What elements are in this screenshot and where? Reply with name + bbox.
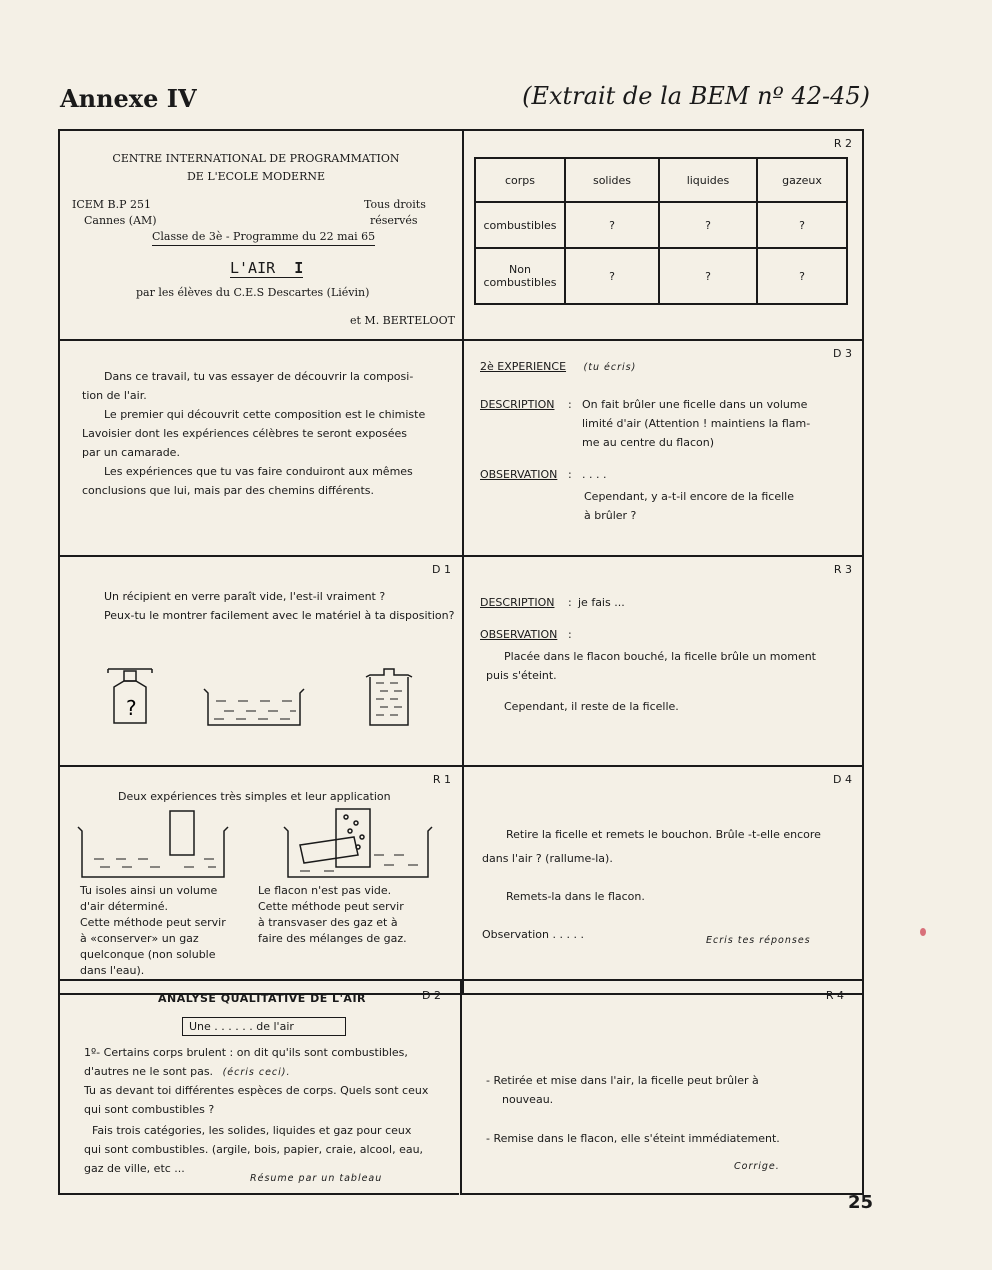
r1-right-line: Le flacon n'est pas vide. [258, 884, 392, 897]
r1-right-line: faire des mélanges de gaz. [258, 932, 407, 945]
authors-line: par les élèves du C.E.S Descartes (Liévin) [136, 286, 370, 299]
d2-line-note: (écris ceci). [222, 1067, 291, 1078]
r1-right-text [258, 883, 407, 947]
r1-title: Deux expériences très simples et leur application [118, 790, 391, 803]
title-block [60, 131, 461, 339]
question-line: à brûler ? [584, 509, 637, 522]
r4-line: - Retirée et mise dans l'air, la ficelle peut brûler à [486, 1074, 759, 1087]
rights-line2: réservés [370, 214, 418, 227]
heading-text: 2è EXPERIENCE [480, 360, 567, 373]
d2-note: Résume par un tableau [250, 1173, 383, 1184]
intro-line: tion de l'air. [82, 389, 147, 402]
table-row [475, 248, 847, 304]
page-header [0, 0, 992, 120]
r1-right-line: Cette méthode peut servir [258, 900, 404, 913]
table-cell: ? [565, 248, 659, 304]
d2-line: Tu as devant toi différentes espèces de corps. Quels sont ceux [84, 1084, 429, 1097]
r4-note: Corrige. [734, 1161, 780, 1172]
table-cell: ? [757, 202, 847, 248]
table-header-row [475, 158, 847, 202]
d2-line-with-note [84, 1062, 291, 1082]
d4-observation: Observation . . . . . [482, 928, 584, 941]
main-title-text: L'AIR [230, 259, 276, 277]
address-line2: Cannes (AM) [84, 214, 157, 227]
table-header-cell: corps [475, 158, 565, 202]
card-r2 [464, 131, 862, 339]
observation-dots: . . . . [582, 468, 607, 481]
question-line: Cependant, y a-t-il encore de la ficelle [584, 490, 795, 503]
intro-line: Le premier qui découvrit cette composition est le chimiste [104, 408, 426, 421]
annex-title: Annexe IV [60, 84, 197, 113]
r3-line: Cependant, il reste de la ficelle. [504, 700, 679, 713]
main-title [230, 259, 303, 278]
r4-line: - Remise dans le flacon, elle s'éteint immédiatement. [486, 1132, 780, 1145]
r3-line: puis s'éteint. [486, 669, 557, 682]
source-note: (Extrait de la BEM nº 42-45) [522, 82, 870, 110]
d4-line: Retire la ficelle et remets le bouchon. Brûle -t-elle encore [506, 828, 821, 841]
address-line1: ICEM B.P 251 [72, 198, 152, 211]
org-line2: DE L'ECOLE MODERNE [186, 170, 326, 183]
d2-box: Une . . . . . . de l'air [182, 1017, 346, 1036]
card-d1 [60, 557, 461, 765]
card-d4 [464, 767, 862, 979]
card-code: D 1 [432, 563, 451, 576]
row-label-line: combustibles [483, 276, 557, 289]
intro-line: conclusions que lui, mais par des chemins différents. [82, 484, 374, 497]
r1-left-line: à «conserver» un gaz [80, 932, 199, 945]
card-code: R 3 [833, 563, 852, 576]
r1-left-line: d'air déterminé. [80, 900, 168, 913]
r3-line: Placée dans le flacon bouché, la ficelle brûle un moment [504, 650, 816, 663]
observation-label: OBSERVATION [480, 468, 558, 481]
card-code: R 1 [432, 773, 451, 786]
card-code: D 2 [422, 989, 441, 1002]
d2-title: ANALYSE QUALITATIVE DE L'AIR [158, 992, 367, 1005]
gas-transfer-drawing [284, 809, 432, 877]
r1-left-line: quelconque (non soluble [80, 948, 216, 961]
d1-line: Un récipient en verre paraît vide, l'est-il vraiment ? [104, 590, 386, 603]
table-row [475, 202, 847, 248]
table-cell: ? [565, 202, 659, 248]
r1-left-text [80, 883, 226, 979]
intro-line: Les expériences que tu vas faire conduiront aux mêmes [104, 465, 413, 478]
jar-question-mark: ? [126, 696, 137, 720]
ink-mark [920, 928, 926, 936]
table-header-cell: gazeux [757, 158, 847, 202]
class-line: Classe de 3è - Programme du 22 mai 65 [152, 229, 375, 246]
row-label [475, 248, 565, 304]
experience-heading [480, 357, 636, 377]
intro-card [60, 341, 461, 555]
card-code: R 4 [825, 989, 844, 1002]
table-cell: ? [659, 248, 757, 304]
card-r1 [60, 767, 461, 979]
card-code: D 4 [833, 773, 852, 786]
table-header-cell: solides [565, 158, 659, 202]
experiment-drawings [74, 807, 454, 881]
card-code: R 2 [833, 137, 852, 150]
description-label: DESCRIPTION [480, 596, 555, 609]
water-flask-drawing [366, 669, 412, 725]
roman-numeral: I [294, 259, 304, 277]
intro-line: Lavoisier dont les expériences célèbres te seront exposées [82, 427, 408, 440]
row-label-line: Non [509, 263, 531, 276]
r4-line: nouveau. [502, 1093, 554, 1106]
r1-left-line: Cette méthode peut servir [80, 916, 226, 929]
r1-left-line: Tu isoles ainsi un volume [80, 884, 218, 897]
d4-line: Remets-la dans le flacon. [506, 890, 645, 903]
container-drawings [100, 665, 440, 741]
observation-label: OBSERVATION [480, 628, 558, 641]
r1-right-line: à transvaser des gaz et à [258, 916, 398, 929]
r1-left-line: dans l'eau). [80, 964, 145, 977]
colon: : [568, 596, 572, 609]
card-d3 [464, 341, 862, 555]
heading-note: (tu écris) [583, 362, 637, 373]
colon: : [568, 468, 572, 481]
row-label: combustibles [475, 202, 565, 248]
d1-line: Peux-tu le montrer facilement avec le matériel à ta disposition? [104, 609, 455, 622]
description-text: je fais ... [578, 596, 625, 609]
card-code: D 3 [833, 347, 852, 360]
water-basin-drawing [204, 689, 304, 725]
table-cell: ? [757, 248, 847, 304]
description-line: me au centre du flacon) [582, 436, 714, 449]
description-label: DESCRIPTION [480, 398, 555, 411]
teacher-line: et M. BERTELOOT [350, 314, 455, 327]
table-cell: ? [659, 202, 757, 248]
d4-line: dans l'air ? (rallume-la). [482, 852, 613, 865]
d2-line: gaz de ville, etc ... [84, 1162, 185, 1175]
card-d2 [58, 979, 459, 1195]
intro-line: par un camarade. [82, 446, 180, 459]
card-r3 [464, 557, 862, 765]
d2-line: qui sont combustibles ? [84, 1103, 215, 1116]
table-header-cell: liquides [659, 158, 757, 202]
rights-line1: Tous droits [364, 198, 426, 211]
worksheet-grid [58, 129, 864, 995]
page-number: 25 [848, 1192, 874, 1213]
description-line: On fait brûler une ficelle dans un volume [582, 398, 808, 411]
intro-line: Dans ce travail, tu vas essayer de découvrir la composi- [104, 370, 414, 383]
isolated-air-drawing [78, 811, 228, 877]
org-line1: CENTRE INTERNATIONAL DE PROGRAMMATION [112, 152, 400, 165]
description-line: limité d'air (Attention ! maintiens la flam- [582, 417, 811, 430]
d2-line: d'autres ne le sont pas. [84, 1065, 214, 1078]
colon: : [568, 628, 572, 641]
d2-line: Fais trois catégories, les solides, liquides et gaz pour ceux [92, 1124, 412, 1137]
card-r4 [460, 979, 864, 1195]
d2-line: 1º- Certains corps brulent : on dit qu'ils sont combustibles, [84, 1046, 408, 1059]
colon: : [568, 398, 572, 411]
d2-line: qui sont combustibles. (argile, bois, papier, craie, alcool, eau, [84, 1143, 424, 1156]
combustibility-table [474, 157, 848, 305]
d4-note: Ecris tes réponses [706, 935, 811, 946]
